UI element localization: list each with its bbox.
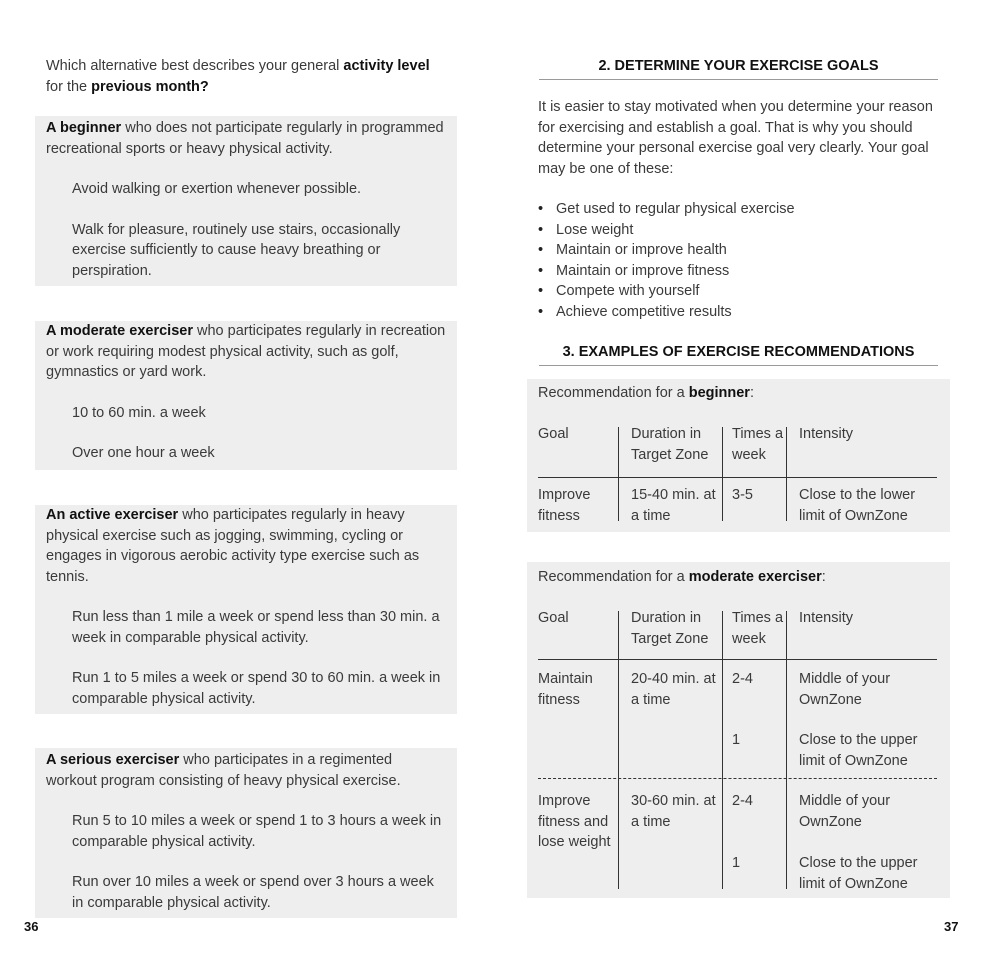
list-item: • Lose weight [538, 220, 795, 241]
column-divider [618, 427, 619, 521]
level-option: Walk for pleasure, routinely use stairs, occasionally exercise sufficiently to cause heavy breathing or perspiration. [72, 221, 401, 279]
level-beginner-box [35, 116, 457, 286]
cell-intensity: Middle of your OwnZone [799, 793, 891, 830]
level-active-box [35, 505, 457, 714]
cell-goal: Improve fitness and lose weight [538, 793, 611, 850]
group-divider-dashed [538, 778, 937, 779]
cell-intensity: Close to the upper limit of OwnZone [799, 855, 918, 892]
level-option: Run 5 to 10 miles a week or spend 1 to 3 hours a week in comparable physical activity. [72, 813, 442, 850]
level-option: Run less than 1 mile a week or spend less than 30 min. a week in comparable physical activity. [72, 609, 440, 646]
level-serious-box [35, 748, 457, 918]
header-times: Times a week [732, 426, 784, 463]
list-item: • Get used to regular physical exercise [538, 199, 795, 220]
cell-times: 2-4 [732, 793, 753, 809]
header-duration: Duration in Target Zone [631, 610, 709, 647]
cell-goal: Maintain fitness [538, 671, 593, 708]
goals-intro: It is easier to stay motivated when you determine your reason for exercising and establish a goal. That is why you should determine your personal exercise goal very clearly. Your goal may be one of these: [538, 99, 933, 177]
header-goal: Goal [538, 426, 569, 442]
level-option: Run 1 to 5 miles a week or spend 30 to 60 min. a week in comparable physical activity. [72, 670, 441, 707]
header-intensity: Intensity [799, 610, 853, 626]
level-description: A beginner who does not participate regularly in programmed recreational sports or heavy physical activity. [46, 120, 444, 157]
list-item: • Achieve competitive results [538, 302, 795, 323]
cell-times: 1 [732, 855, 741, 871]
cell-intensity: Close to the upper limit of OwnZone [799, 732, 918, 769]
header-times: Times a week [732, 610, 784, 647]
level-option: Over one hour a week [72, 445, 215, 461]
section-heading-recommendations: 3. EXAMPLES OF EXERCISE RECOMMENDATIONS [539, 342, 938, 366]
recommendation-moderate-box [527, 562, 950, 898]
cell-intensity: Middle of your OwnZone [799, 671, 891, 708]
cell-intensity: Close to the lower limit of OwnZone [799, 487, 916, 524]
header-intensity: Intensity [799, 426, 853, 442]
level-description: An active exerciser who participates regularly in heavy physical exercise such as jogging, swimming, cycling or engages in vigorous aerobic activity type exercise such as tennis. [46, 507, 420, 585]
level-option: 10 to 60 min. a week [72, 404, 206, 421]
level-description: A moderate exerciser who participates regularly in recreation or work requiring modest physical activity, such as golf, gymnastics or yard work. [46, 323, 446, 380]
activity-question: Which alternative best describes your general activity level for the previous month? [46, 58, 430, 95]
recommendation-caption: Recommendation for a beginner: [538, 385, 754, 401]
section-heading-goals: 2. DETERMINE YOUR EXERCISE GOALS [539, 56, 938, 80]
level-option: Run over 10 miles a week or spend over 3 hours a week in comparable physical activity. [72, 874, 434, 911]
cell-duration: 20-40 min. at a time [631, 671, 716, 708]
header-divider [538, 477, 937, 478]
level-moderate-box [35, 321, 457, 470]
column-divider [786, 427, 787, 521]
question-bold-activity-level: activity level [343, 58, 430, 74]
cell-duration: 15-40 min. at a time [631, 487, 716, 524]
column-divider [722, 611, 723, 889]
level-description: A serious exerciser who participates in a regimented workout program consisting of heavy physical exercise. [46, 752, 401, 789]
list-item: • Compete with yourself [538, 281, 795, 302]
list-item: • Maintain or improve fitness [538, 261, 795, 282]
list-item: • Maintain or improve health [538, 240, 795, 261]
goals-list [538, 199, 795, 322]
column-divider [618, 611, 619, 889]
column-divider [786, 611, 787, 889]
cell-times: 1 [732, 732, 741, 748]
recommendation-beginner-box [527, 379, 950, 532]
cell-duration: 30-60 min. at a time [631, 793, 716, 830]
level-option: Avoid walking or exertion whenever possible. [72, 181, 362, 197]
page-number-right: 37 [944, 919, 959, 934]
header-goal: Goal [538, 610, 569, 626]
question-bold-previous-month: previous month? [91, 78, 209, 95]
cell-goal: Improve fitness [538, 487, 591, 524]
cell-times: 2-4 [732, 671, 753, 687]
recommendation-caption: Recommendation for a moderate exerciser: [538, 569, 826, 585]
page-number-left: 36 [24, 919, 39, 934]
cell-times: 3-5 [732, 487, 753, 503]
header-divider [538, 659, 937, 660]
header-duration: Duration in Target Zone [631, 426, 709, 463]
column-divider [722, 427, 723, 521]
